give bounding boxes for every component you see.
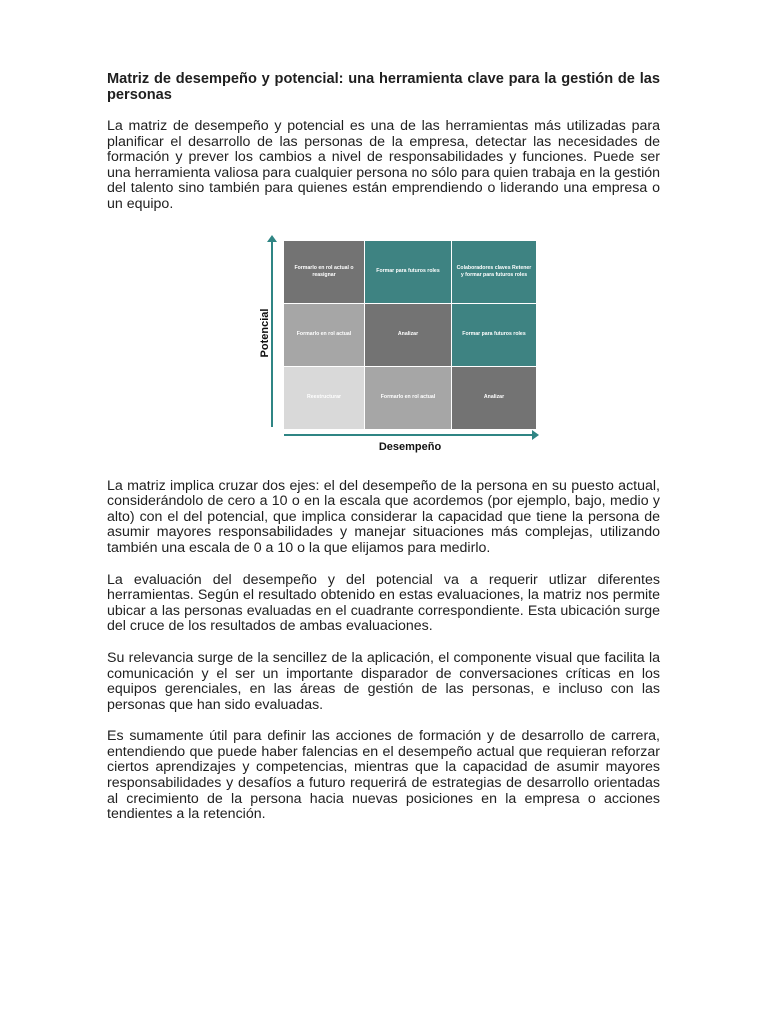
paragraph-evaluation: La evaluación del desempeño y del potencial va a requerir utlizar diferentes herramientas. Según el resultado obtenido en estas evaluaciones, la matriz nos permite ubicar a las personas evaluadas en el cuadrante correspondiente. Esta ubicación surge del cruce de los resultados de ambas evaluaciones. <box>107 571 660 635</box>
matrix-cell-r0-c2: Colaboradores claves Retener y formar para futuros roles <box>452 241 536 303</box>
paragraph-intro: La matriz de desempeño y potencial es una de las herramientas más utilizadas para planificar el desarrollo de las personas de la empresa, detectar las necesidades de formación y prever los cambios a nivel de responsabilidades y funciones. Puede ser una herramienta valiosa para cualquier persona no sólo para quien trabaja en la gestión del talento sino también para quienes están emprendiendo o liderando una empresa o un equipo. <box>107 118 660 212</box>
paragraph-axes: La matriz implica cruzar dos ejes: el del desempeño de la persona en su puesto actual, considerándolo de cero a 10 o en la escala que acordemos (por ejemplo, bajo, medio y alto) con el del potencial, que implica considerar la capacidad que tiene la persona de asumir mayores responsabilidades y manejar situaciones más complejas, utilizando también una escala de 0 a 10 o la que elijamos para medirlo. <box>107 477 660 556</box>
matrix-cell-r1-c1: Analizar <box>365 304 451 366</box>
matrix-cell-r0-c0: Formarlo en rol actual o reasignar <box>284 241 364 303</box>
document-page <box>107 71 660 839</box>
matrix-cell-r1-c0: Formarlo en rol actual <box>284 304 364 366</box>
document-title: Matriz de desempeño y potencial: una herramienta clave para la gestión de las personas <box>107 71 660 103</box>
matrix-cell-r2-c1: Formarlo en rol actual <box>365 367 451 429</box>
paragraph-usefulness: Es sumamente útil para definir las acciones de formación y de desarrollo de carrera, entendiendo que puede haber falencias en el desempeño actual que requieran reforzar ciertos aprendizajes y competencias, mientras que la capacidad de asumir mayores responsabilidades y desafíos a futuro requerirá de estrategias de desarrollo orientadas al crecimiento de la persona hacia nuevas posiciones en la empresa o acciones tendientes a la retención. <box>107 728 660 823</box>
x-axis-label: Desempeño <box>378 440 442 453</box>
x-axis-arrow-icon <box>532 430 539 440</box>
matrix-cell-r0-c1: Formar para futuros roles <box>365 241 451 303</box>
y-axis-line <box>271 239 273 427</box>
matrix-cell-r2-c0: Reestructurar <box>284 367 364 429</box>
matrix-cell-r1-c2: Formar para futuros roles <box>452 304 536 366</box>
matrix-cell-r2-c2: Analizar <box>452 367 536 429</box>
x-axis-line <box>284 434 534 436</box>
paragraph-relevance: Su relevancia surge de la sencillez de la aplicación, el componente visual que facilita la comunicación y el ser un importante disparador de conversaciones críticas en los equipos gerenciales, en las áreas de gestión de las personas, e incluso con las personas que han sido evaluadas. <box>107 649 660 713</box>
performance-potential-matrix-figure <box>107 235 660 457</box>
y-axis-label: Potencial <box>259 308 271 358</box>
matrix-grid <box>284 241 536 431</box>
